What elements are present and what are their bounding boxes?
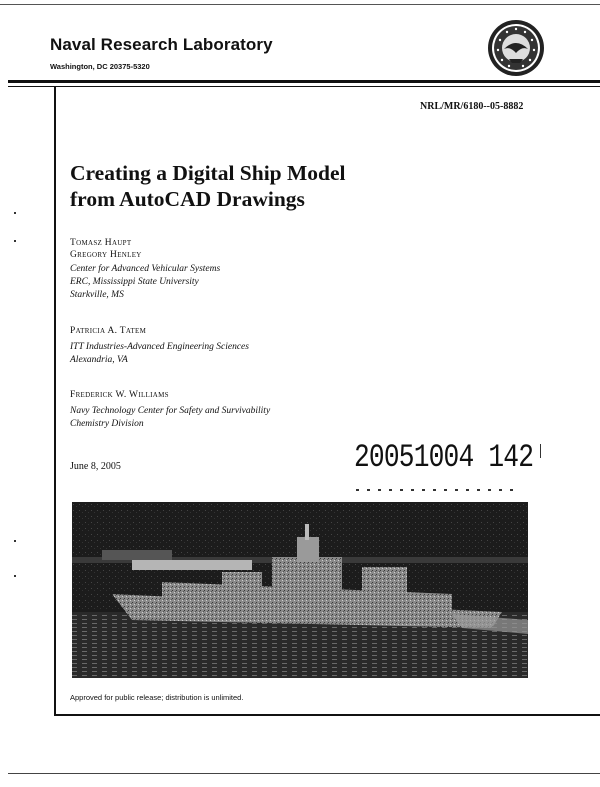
affiliation-line: ERC, Mississippi State University [70, 277, 199, 287]
affiliation-line: Starkville, MS [70, 290, 124, 300]
top-rule [0, 4, 600, 5]
organization-address: Washington, DC 20375-5320 [50, 62, 150, 71]
scan-speck [14, 540, 16, 542]
navy-seal-logo [487, 19, 545, 77]
author-group [70, 325, 249, 367]
author-group [70, 237, 220, 302]
report-title [70, 160, 430, 212]
barcode-dots [356, 489, 521, 491]
left-frame-rule [54, 86, 56, 716]
page-bottom-rule [8, 773, 600, 774]
title-line: Creating a Digital Ship Model [70, 161, 346, 185]
scan-speck [14, 212, 16, 214]
distribution-statement: Approved for public release; distribution is unlimited. [70, 693, 244, 702]
accession-number: 20051004 142 [354, 439, 534, 476]
affiliation-line: Navy Technology Center for Safety and Survivability [70, 406, 271, 416]
bottom-frame-rule [54, 714, 600, 716]
author-name: Tomasz Haupt [70, 238, 132, 248]
affiliation-line: Chemistry Division [70, 419, 144, 429]
affiliation-line: Center for Advanced Vehicular Systems [70, 264, 221, 274]
scan-speck [14, 575, 16, 577]
report-date: June 8, 2005 [70, 461, 121, 472]
header-rule-thin [8, 86, 600, 87]
scan-speck [14, 240, 16, 242]
ship-photo [72, 502, 528, 678]
affiliation-line: Alexandria, VA [70, 355, 128, 365]
report-number: NRL/MR/6180--05-8882 [420, 101, 524, 112]
author-name: Frederick W. Williams [70, 390, 169, 400]
header-rule [8, 80, 600, 83]
organization-name: Naval Research Laboratory [50, 35, 273, 54]
author-group [70, 389, 270, 431]
author-name: Gregory Henley [70, 250, 142, 260]
scan-speck [540, 444, 541, 458]
affiliation-line: ITT Industries-Advanced Engineering Sciences [70, 342, 249, 352]
author-name: Patricia A. Tatem [70, 326, 147, 336]
title-line: from AutoCAD Drawings [70, 187, 305, 211]
